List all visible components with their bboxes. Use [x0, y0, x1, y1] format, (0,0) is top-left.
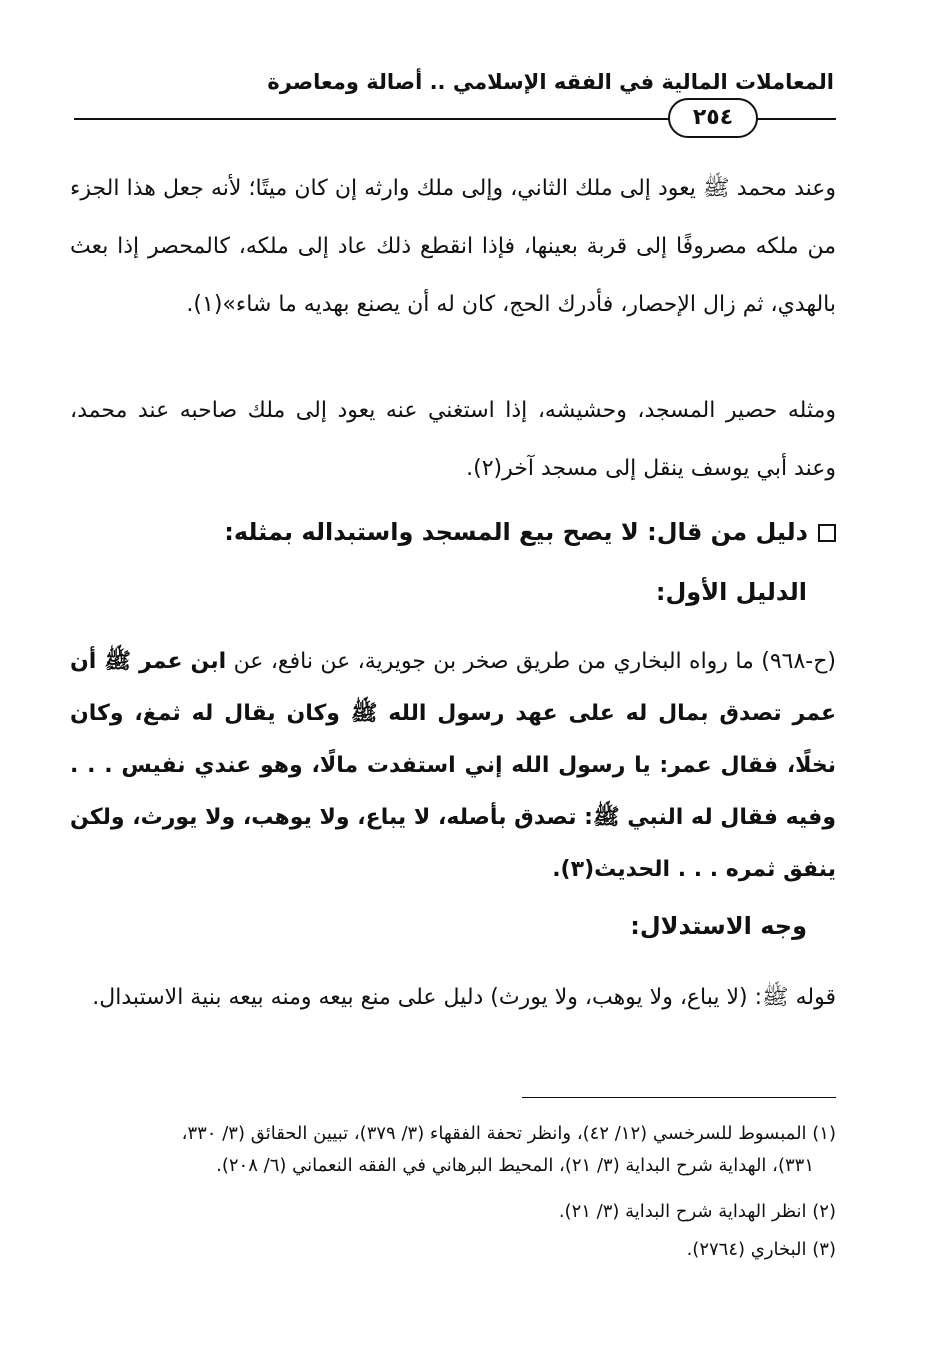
footnote-separator: [522, 1097, 836, 1098]
footnote-3: (٣) البخاري (٢٧٦٤).: [686, 1239, 836, 1260]
footnote-2: (٢) انظر الهداية شرح البداية (٣/ ٢١).: [558, 1201, 836, 1222]
inference-heading: وجه الاستدلال:: [630, 912, 807, 940]
first-evidence-heading: الدليل الأول:: [655, 578, 807, 606]
hadith-text: ابن عمر ﷺ أن عمر تصدق بمال له على عهد رسول الله ﷺ وكان يقال له ثمغ، وكان نخلًا، فقال عمر: يا رسول الله إني استفدت مالًا، وهو عندي نفيس . . . وفيه فقال له النبي ﷺ: تصدق بأصله، لا يباع، ولا يوهب، ولا يورث، ولكن ينفق ثمره . . . الحديث(٣).: [70, 649, 836, 882]
body-paragraph-2: ومثله حصير المسجد، وحشيشه، إذا استغني عنه يعود إلى ملك صاحبه عند محمد، وعند أبي يوسف ينقل إلى مسجد آخر(٢).: [70, 398, 836, 481]
header-rule-left: [74, 118, 670, 120]
header-rule-right: [752, 118, 836, 120]
footnote-1-line-2: ٣٣١)، الهداية شرح البداية (٣/ ٢١)، المحيط البرهاني في الفقه النعماني (٦/ ٢٠٨).: [216, 1155, 814, 1176]
running-header-title: المعاملات المالية في الفقه الإسلامي .. أصالة ومعاصرة: [267, 70, 834, 94]
square-bullet-icon: [818, 524, 836, 542]
body-paragraph-1: وعند محمد ﷺ يعود إلى ملك الثاني، وإلى ملك وارثه إن كان ميتًا؛ لأنه جعل هذا الجزء من ملكه مصروفًا إلى قربة بعينها، فإذا انقطع ذلك عاد إلى ملكه، كالمحصر إذا بعث بالهدي، ثم زال الإحصار، فأدرك الحج، كان له أن يصنع بهديه ما شاء»(١).: [70, 176, 836, 317]
hadith-paragraph: [70, 636, 836, 896]
footnote-1: [70, 1118, 836, 1182]
section-heading-text: دليل من قال: لا يصح بيع المسجد واستبداله بمثله:: [224, 518, 808, 546]
page-number: ٢٥٤: [668, 98, 758, 138]
footnote-1-line-1: (١) المبسوط للسرخسي (١٢/ ٤٢)، وانظر تحفة الفقهاء (٣/ ٣٧٩)، تبيين الحقائق (٣/ ٣٣٠،: [181, 1123, 836, 1144]
hadith-intro: (ح-٩٦٨) ما رواه البخاري من طريق صخر بن جويرية، عن نافع، عن: [233, 649, 836, 674]
section-heading: [70, 518, 836, 546]
body-paragraph-4: قوله ﷺ: (لا يباع، ولا يوهب، ولا يورث) دليل على منع بيعه ومنه بيعه بنية الاستبدال.: [92, 985, 836, 1010]
